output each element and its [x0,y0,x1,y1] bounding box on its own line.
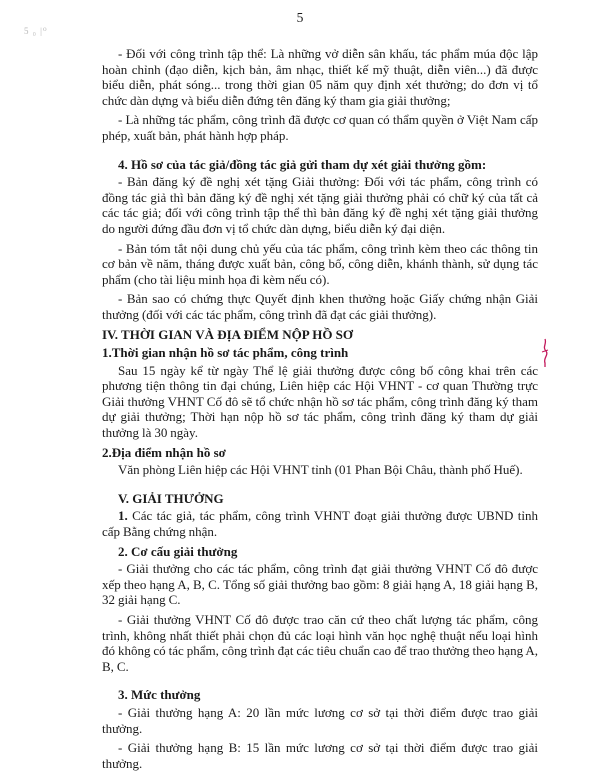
paragraph-prize-ranks: - Giải thưởng cho các tác phẩm, công trình đạt giải thưởng VHNT Cố đô được xếp theo hạng A, B, C. Tổng số giải thưởng bao gồm: 8 giải hạng A, 18 giải hạng B, 32 giải hạng C. [102,561,538,608]
paragraph-prize-b: - Giải thưởng hạng B: 15 lần mức lương cơ sở tại thời điểm được trao giải thưởng. [102,740,538,771]
paragraph-submission-place: Văn phòng Liên hiệp các Hội VHNT tỉnh (01 Phan Bội Châu, thành phố Huế). [118,462,523,478]
paragraph-registration-form: - Bản đăng ký đề nghị xét tặng Giải thưởng: Đối với tác phẩm, công trình có đồng tác giả thì bản đăng ký đề nghị xét tặng giải thưởng phải có chữ ký của tất cả các tác giả; đối với công trình tập thể thì bản đăng ký đề nghị xét tặng giải thưởng do người đứng đầu đơn vị tổ chức dàn dựng, biểu diễn ký đại diện. [102,174,538,236]
document-body [102,46,538,775]
item-1-text: Các tác giả, tác phẩm, công trình VHNT đoạt giải thưởng được UBND tỉnh cấp Bằng chứng nhận. [102,508,538,540]
heading-section-IV: IV. THỜI GIAN VÀ ĐỊA ĐIỂM NỘP HỒ SƠ [102,326,354,342]
paragraph-submission-time: Sau 15 ngày kể từ ngày Thể lệ giải thưởng được công bố công khai trên các phương tiện thông tin đại chúng, Liên hiệp các Hội VHNT - cơ quan Thường trực Giải thưởng VHNT Cố đô sẽ tổ chức nhận hồ sơ tác phẩm, công trình đăng ký tham dự giải thưởng; Thời hạn nộp hồ sơ tác phẩm, công trình đăng ký tham dự giải thưởng là 30 ngày. [102,362,538,441]
paragraph-certificate [102,508,538,539]
paragraph-summary: - Bản tóm tắt nội dung chủ yếu của tác phẩm, công trình kèm theo các thông tin cơ bản về năm, tháng được xuất bản, công bố, công diễn, khánh thành, sử dụng tác phẩm (cho tài liệu minh họa đi kèm nếu có). [102,240,538,287]
paragraph-prize-a: - Giải thưởng hạng A: 20 lần mức lương cơ sở tại thời điểm được trao giải thưởng. [102,704,538,736]
paragraph-prize-criteria: - Giải thưởng VHNT Cố đô được trao căn cứ theo chất lượng tác phẩm, công trình, không nhất thiết phải chọn đủ các loại hình văn học nghệ thuật nếu loại hình đó không có tác phẩm, công trình đạt các tiêu chuẩn cao để trao thưởng theo hạng A, B, C. [102,612,538,674]
corner-scan-mark: 5 ₀ |⁰ [24,26,48,36]
heading-prize-amount: 3. Mức thưởng [118,687,201,703]
heading-section-V: V. GIẢI THƯỞNG [118,490,224,506]
page-number: 5 [296,10,304,25]
heading-submission-time: 1.Thời gian nhận hồ sơ tác phẩm, công trình [102,345,349,361]
paragraph-certified-copy: - Bản sao có chứng thực Quyết định khen thưởng hoặc Giấy chứng nhận Giải thưởng (đối với các tác phẩm, công trình đã đạt các giải thưởng). [102,291,538,322]
pen-annotation-mark [538,338,552,368]
heading-prize-structure: 2. Cơ cấu giải thưởng [118,543,238,559]
heading-submission-place: 2.Địa điểm nhận hồ sơ [102,444,226,460]
heading-section-4: 4. Hồ sơ của tác giả/đồng tác giả gửi tham dự xét giải thưởng gồm: [118,156,487,172]
item-1-number: 1. [118,508,128,524]
paragraph-collective-works: - Đối với công trình tập thể: Là những vở diễn sân khấu, tác phẩm múa độc lập hoàn chỉnh (đạo diễn, kịch bản, âm nhạc, thiết kế mỹ thuật, diễn viên...) đã được biểu diễn, phát sóng... trong thời gian 05 năm quy định xét thưởng; do đơn vị tổ chức dàn dựng và biểu diễn đứng tên đăng ký tham gia giải thưởng; [102,46,538,108]
paragraph-licensed-works: - Là những tác phẩm, công trình đã được cơ quan có thẩm quyền ở Việt Nam cấp phép, xuất bản, phát hành hợp pháp. [102,112,538,143]
